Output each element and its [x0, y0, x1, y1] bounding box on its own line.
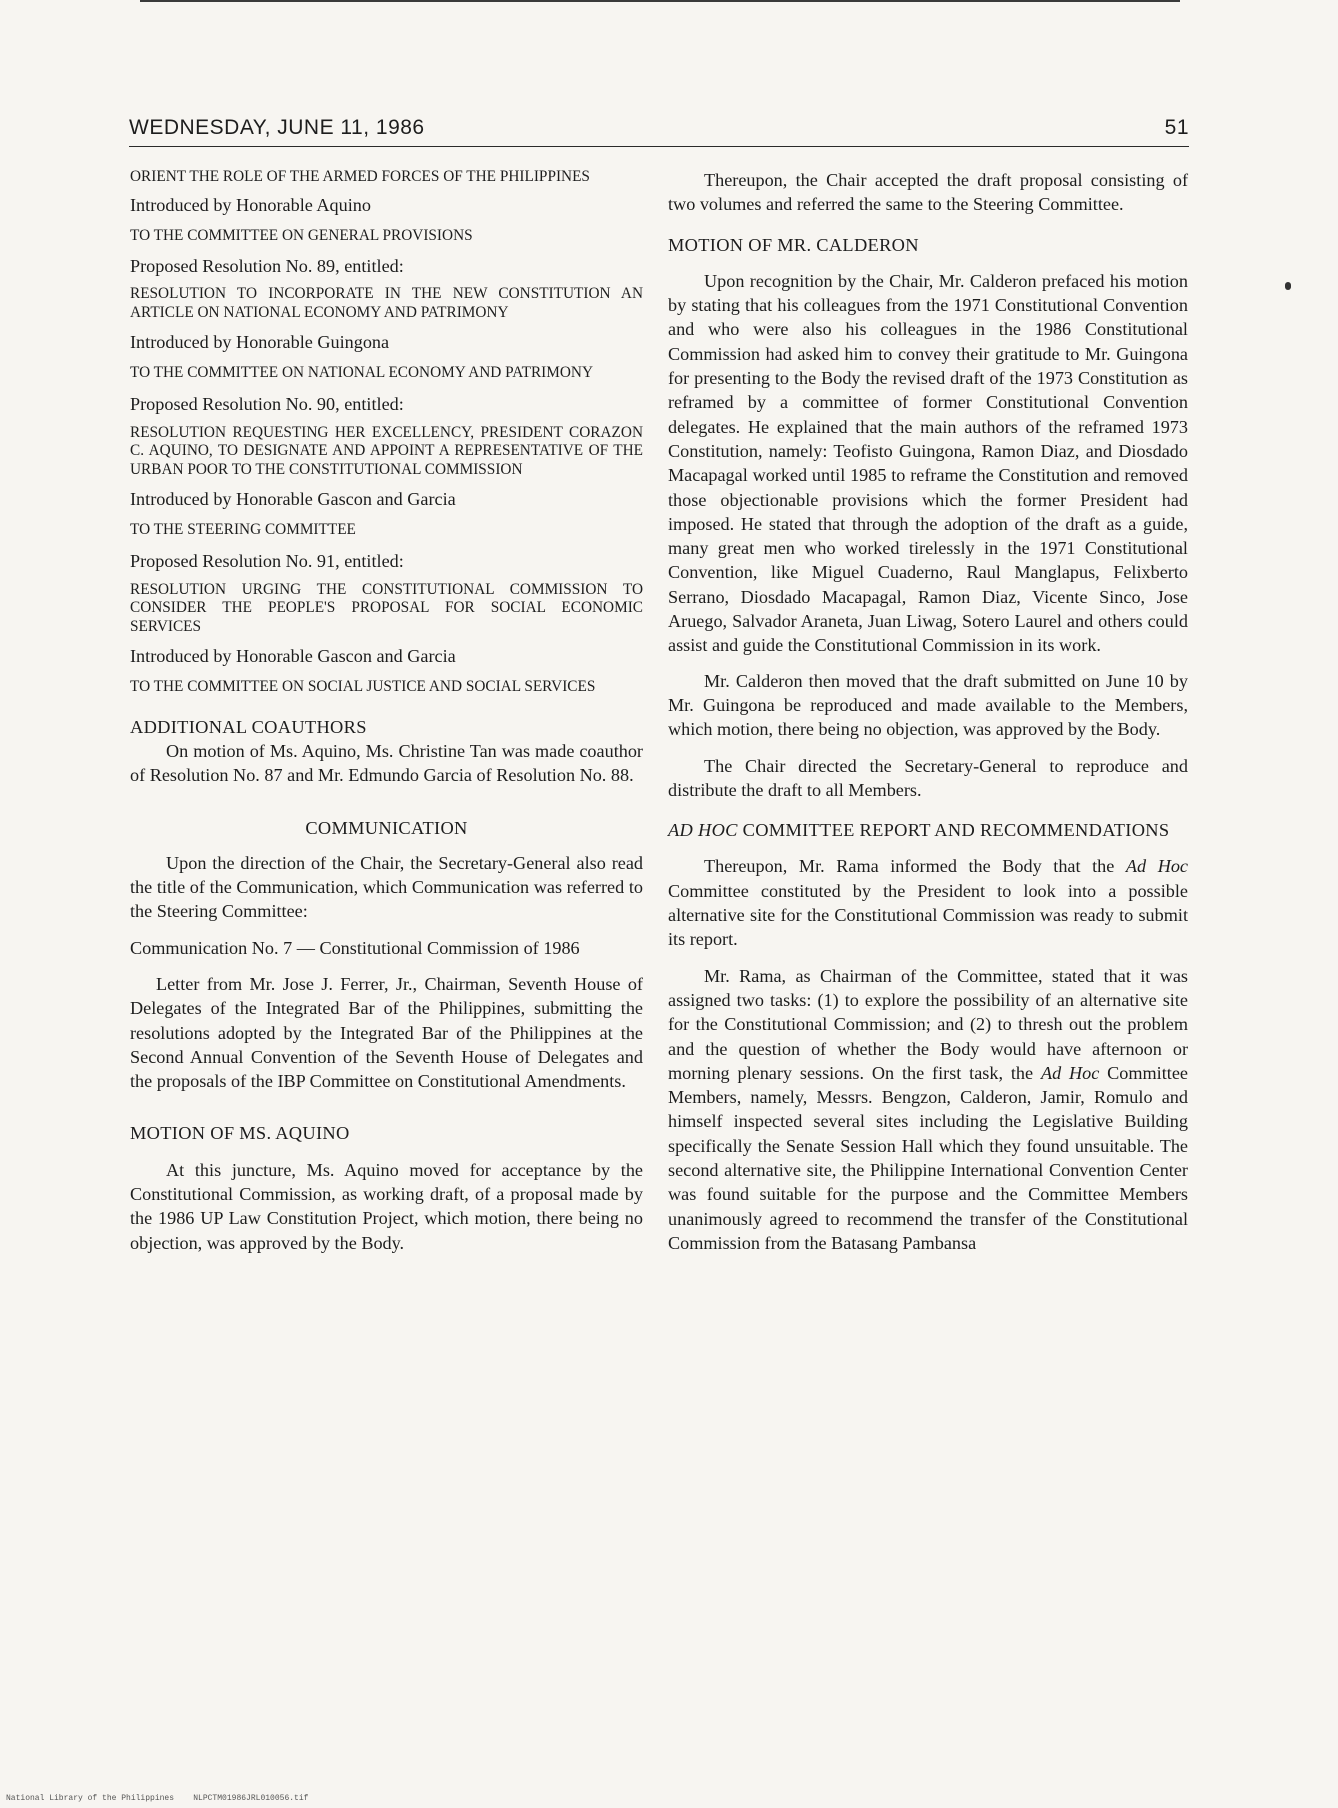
right-column [668, 168, 1188, 1255]
communication-summary: Letter from Mr. Jose J. Ferrer, Jr., Chairman, Seventh House of Delegates of the Integrated Bar of the Philippines, submitting the resolutions adopted by the Integrated Bar of the Philippines at the Second Annual Convention of the Seventh House of Delegates and the proposals of the IBP Committee on Constitutional Amendments. [130, 973, 643, 1092]
page-number: 51 [1164, 116, 1189, 139]
heading-text: COMMITTEE REPORT AND RECOMMENDATIONS [737, 820, 1170, 841]
committee-referral: TO THE COMMITTEE ON SOCIAL JUSTICE AND SOCIAL SERVICES [130, 677, 596, 695]
section-heading [668, 818, 1188, 842]
paragraph [668, 964, 1188, 1256]
resolution-title: RESOLUTION REQUESTING HER EXCELLENCY, PRESIDENT CORAZON C. AQUINO, TO DESIGNATE AND APPOINT A REPRESENTATIVE OF THE URBAN POOR TO THE CONSTITUTIONAL COMMISSION [130, 423, 643, 478]
paragraph: Upon the direction of the Chair, the Secretary-General also read the title of the Communication, which Communication was referred to the Steering Committee: [130, 852, 643, 922]
paragraph: On motion of Ms. Aquino, Ms. Christine Tan was made coauthor of Resolution No. 87 and Mr. Edmundo Garcia of Resolution No. 88. [130, 740, 643, 786]
text-run: Thereupon, Mr. Rama informed the Body that the [704, 856, 1126, 877]
proposed-resolution: Proposed Resolution No. 90, entitled: [130, 394, 404, 415]
section-heading: MOTION OF MR. CALDERON [668, 234, 919, 255]
text-run: Committee constituted by the President to look into a possible alternative site for the Constitutional Commission was ready to submit its report. [668, 880, 1188, 950]
paragraph [668, 854, 1188, 951]
margin-dot [1285, 282, 1291, 290]
resolution-title: RESOLUTION TO INCORPORATE IN THE NEW CONSTITUTION AN ARTICLE ON NATIONAL ECONOMY AND PATRIMONY [130, 285, 643, 321]
committee-referral: TO THE COMMITTEE ON NATIONAL ECONOMY AND PATRIMONY [130, 364, 594, 382]
introduced-by: Introduced by Honorable Gascon and Garcia [130, 489, 456, 510]
paragraph: Upon recognition by the Chair, Mr. Calderon prefaced his motion by stating that his colleagues from the 1971 Constitutional Convention and who were also his colleagues in the 1986 Constitutional Commission had asked him to convey their gratitude to Mr. Guingona for presenting to the Body the revised draft of the 1973 Constitution as reframed by a committee of former Constitutional Convention delegates. He explained that the main authors of the reframed 1973 Constitution, namely: Teofisto Guingona, Ramon Diaz, and Diosdado Macapagal worked until 1985 to reframe the Constitution and removed those objectionable provisions which the former President had imposed. He stated that through the adoption of the draft as a guide, many great men who worked tirelessly in the 1971 Constitutional Convention, like Miguel Cuaderno, Raul Manglapus, Felixberto Serrano, Diosdado Macapagal, Ramon Diaz, Vicente Sinco, Jose Aruego, Salvador Araneta, Juan Liwag, Sotero Laurel and others could assist and guide the Constitutional Commission in its work. [668, 270, 1188, 656]
text-run: Mr. Rama, as Chairman of the Committee, stated that it was assigned two tasks: (1) to explore the possibility of an alternative site for the Constitutional Commission; and (2) to thresh out the problem and the question of whether the Body would have afternoon or morning plenary sessions. On the first task, the [668, 965, 1188, 1083]
section-heading: MOTION OF MS. AQUINO [130, 1123, 350, 1144]
committee-referral: TO THE STEERING COMMITTEE [130, 521, 356, 539]
section-heading: ADDITIONAL COAUTHORS [130, 716, 367, 737]
committee-referral: TO THE COMMITTEE ON GENERAL PROVISIONS [130, 226, 473, 244]
left-column [130, 168, 643, 1255]
section-heading: COMMUNICATION [305, 818, 468, 839]
page-header [129, 116, 1189, 147]
communication-title: Communication No. 7 — Constitutional Commission of 1986 [130, 937, 580, 958]
proposed-resolution: Proposed Resolution No. 89, entitled: [130, 255, 404, 276]
text-italic: Ad Hoc [1040, 1062, 1100, 1083]
introduced-by: Introduced by Honorable Guingona [130, 332, 390, 353]
paragraph: At this juncture, Ms. Aquino moved for acceptance by the Constitutional Commission, as working draft, of a proposal made by the 1986 UP Law Constitution Project, which motion, there being no objection, was approved by the Body. [130, 1159, 643, 1253]
header-date: WEDNESDAY, JUNE 11, 1986 [129, 116, 425, 139]
paragraph: The Chair directed the Secretary-General to reproduce and distribute the draft to all Members. [668, 755, 1188, 800]
heading-italic: AD HOC [668, 820, 738, 841]
proposed-resolution: Proposed Resolution No. 91, entitled: [130, 551, 404, 572]
resolution-title: ORIENT THE ROLE OF THE ARMED FORCES OF THE PHILIPPINES [130, 168, 590, 185]
resolution-title: RESOLUTION URGING THE CONSTITUTIONAL COMMISSION TO CONSIDER THE PEOPLE'S PROPOSAL FOR SOCIAL ECONOMIC SERVICES [130, 580, 643, 635]
introduced-by: Introduced by Honorable Aquino [130, 194, 371, 215]
top-rule [140, 0, 1180, 2]
scan-footer: National Library of the Philippines NLPCTM01986JRL010056.tif [6, 1794, 309, 1803]
text-run: Committee Members, namely, Messrs. Bengzon, Calderon, Jamir, Romulo and himself inspected several sites including the Legislative Building specifically the Senate Session Hall which they found unsuitable. The second alternative site, the Philippine International Convention Center was found suitable for the purpose and the Committee Members unanimously agreed to recommend the transfer of the Constitutional Commission from the Batasang Pambansa [668, 1062, 1188, 1253]
paragraph: Mr. Calderon then moved that the draft submitted on June 10 by Mr. Guingona be reproduced and made available to the Members, which motion, there being no objection, was approved by the Body. [668, 670, 1188, 740]
text-italic: Ad Hoc [1125, 856, 1189, 877]
introduced-by: Introduced by Honorable Gascon and Garcia [130, 646, 456, 667]
paragraph: Thereupon, the Chair accepted the draft proposal consisting of two volumes and referred the same to the Steering Committee. [668, 170, 1188, 215]
